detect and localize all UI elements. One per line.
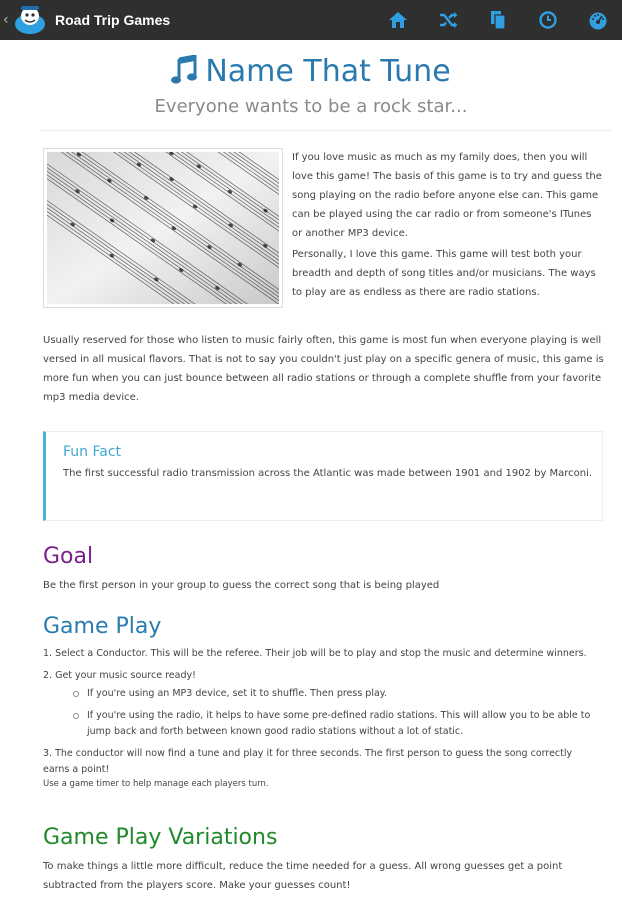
page-subtitle: Everyone wants to be a rock star...: [154, 96, 468, 117]
shuffle-button[interactable]: [435, 8, 460, 33]
copy-icon: [488, 10, 508, 30]
goal-heading: Goal: [43, 544, 94, 569]
body-paragraph: Usually reserved for those who listen to music fairly often, this game is most fun when everyone playing is well versed in all musical flavors. That is not to say you couldn't just play on a specific genera of music, this game is more fun when you can just bounce between all radio stations or through a complete shuffle from your favorite mp3 media device.: [43, 335, 604, 403]
goal-text: Be the first person in your group to guess the correct song that is being played: [43, 580, 440, 591]
back-chevron-icon[interactable]: ‹: [3, 12, 9, 28]
game-play-heading: Game Play: [43, 614, 162, 639]
dashboard-button[interactable]: [585, 8, 610, 33]
game-play-steps: [43, 646, 598, 792]
action-bar: [0, 0, 622, 40]
step-1: 1. Select a Conductor. This will be the referee. Their job will be to play and stop the music and determine winners.: [43, 648, 587, 659]
intro-text: [292, 148, 602, 304]
timer-button[interactable]: [535, 8, 560, 33]
intro-paragraph-1: If you love music as much as my family does, then you will love this game! The basis of this game is to try and guess the song playing on the radio before anyone else can. This game can be played using the car radio or from someone's ITunes or another MP3 device.: [292, 152, 602, 239]
page-title: [0, 54, 622, 93]
variations-heading: Game Play Variations: [43, 825, 278, 850]
variations-text: To make things a little more difficult, reduce the time needed for a guess. All wrong guesses get a point subtracted from the players score. Make your guesses count!: [43, 861, 563, 891]
sheet-music-image: [43, 148, 283, 308]
home-button[interactable]: [385, 8, 410, 33]
divider: [40, 130, 612, 131]
step-2-sublist: [43, 686, 598, 740]
step-2-option-mp3: If you're using an MP3 device, set it to shuffle. Then press play.: [87, 686, 598, 702]
step-3: 3. The conductor will now find a tune and play it for three seconds. The first person to guess the song correctly earns a point!: [43, 748, 573, 775]
shuffle-icon: [438, 10, 458, 30]
fun-fact-title: Fun Fact: [63, 444, 122, 460]
toolbar-actions: [385, 0, 622, 40]
fun-fact-text: The first successful radio transmission across the Atlantic was made between 1901 and 1902 by Marconi.: [63, 468, 593, 479]
step-2-option-radio: If you're using the radio, it helps to have some pre-defined radio stations. This will allow you to be able to jump back and forth between known good radio stations without a lot of static.: [87, 708, 598, 740]
article: [0, 40, 622, 900]
copy-button[interactable]: [485, 8, 510, 33]
step-2: [43, 668, 598, 740]
intro-paragraph-2: Personally, I love this game. This game will test both your breadth and depth of song titles and/or musicians. The ways to play are as endless as there are radio stations.: [292, 249, 596, 298]
clock-icon: [538, 10, 558, 30]
dashboard-icon: [588, 10, 608, 30]
app-title: Road Trip Games: [55, 12, 171, 28]
fun-fact-callout: [43, 431, 603, 521]
page-title-text: Name That Tune: [205, 54, 451, 89]
app-logo-icon[interactable]: [13, 4, 47, 36]
home-icon: [388, 10, 408, 30]
timer-note: Use a game timer to help manage each players turn.: [43, 779, 269, 789]
step-2-text: 2. Get your music source ready!: [43, 670, 196, 681]
music-note-icon: [171, 55, 197, 93]
